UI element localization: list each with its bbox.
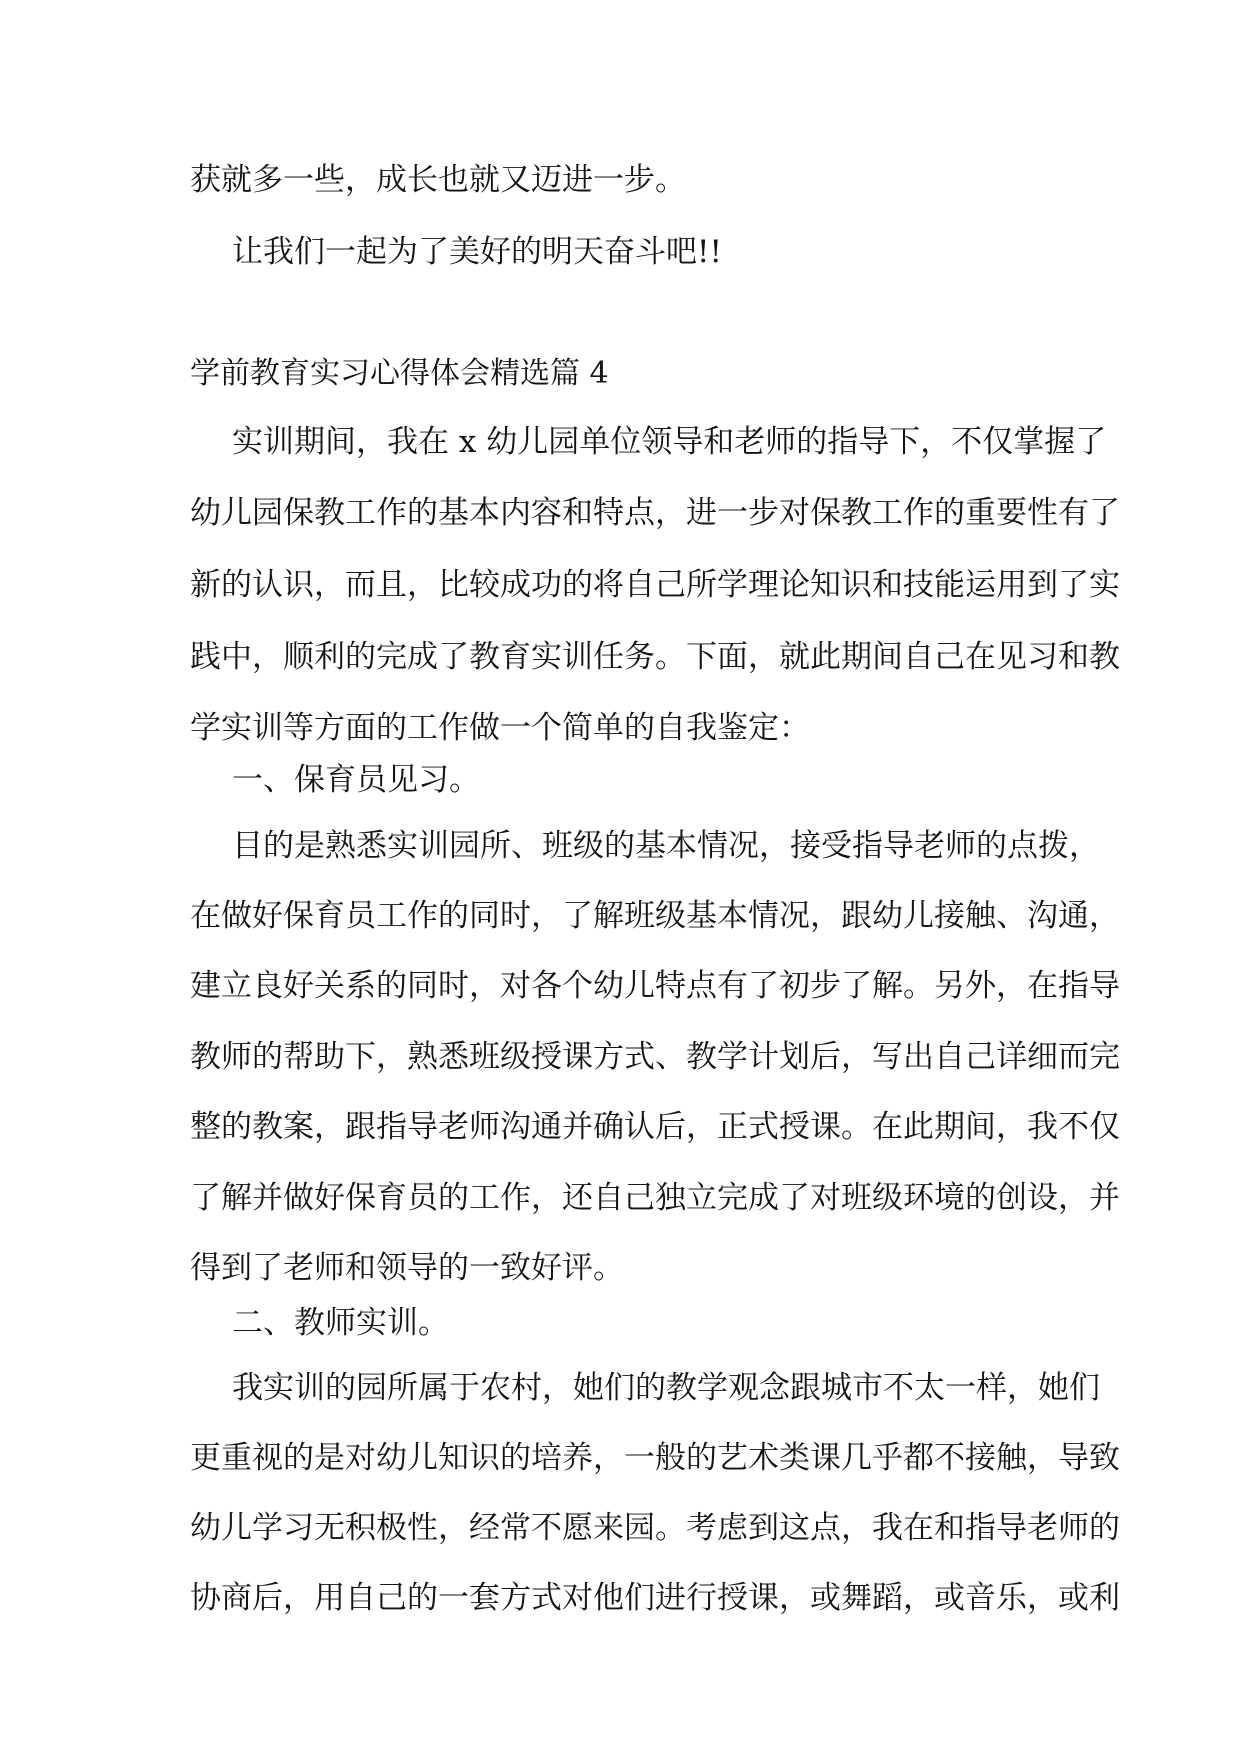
paragraph-line: 获就多一些，成长也就又迈进一步。: [190, 162, 686, 198]
paragraph-line: 践中，顺利的完成了教育实训任务。下面，就此期间自己在见习和教: [190, 639, 1120, 675]
paragraph-line: 学实训等方面的工作做一个简单的自我鉴定：: [190, 710, 810, 746]
paragraph-line: 幼儿园保教工作的基本内容和特点，进一步对保教工作的重要性有了: [190, 495, 1120, 531]
paragraph-line: 幼儿学习无积极性，经常不愿来园。考虑到这点，我在和指导老师的: [190, 1510, 1120, 1546]
paragraph-line: 我实训的园所属于农村，她们的教学观念跟城市不太一样，她们: [232, 1370, 1100, 1406]
paragraph-line: 在做好保育员工作的同时，了解班级基本情况，跟幼儿接触、沟通，: [190, 898, 1120, 934]
paragraph-line: 实训期间，我在 x 幼儿园单位领导和老师的指导下，不仅掌握了: [232, 424, 1107, 460]
paragraph-line: 目的是熟悉实训园所、班级的基本情况，接受指导老师的点拨，: [232, 828, 1100, 864]
paragraph-line: 整的教案，跟指导老师沟通并确认后，正式授课。在此期间，我不仅: [190, 1109, 1120, 1145]
section-heading: 学前教育实习心得体会精选篇 4: [190, 356, 609, 391]
paragraph-line: 更重视的是对幼儿知识的培养，一般的艺术类课几乎都不接触，导致: [190, 1440, 1120, 1476]
paragraph-line: 新的认识，而且，比较成功的将自己所学理论知识和技能运用到了实: [190, 567, 1120, 603]
paragraph-line: 了解并做好保育员的工作，还自己独立完成了对班级环境的创设，并: [190, 1180, 1120, 1216]
paragraph-line: 建立良好关系的同时，对各个幼儿特点有了初步了解。另外，在指导: [190, 968, 1120, 1004]
paragraph-line: 让我们一起为了美好的明天奋斗吧!!: [232, 234, 722, 270]
paragraph-line: 协商后，用自己的一套方式对他们进行授课，或舞蹈，或音乐，或利: [190, 1580, 1120, 1616]
paragraph-line: 得到了老师和领导的一致好评。: [190, 1250, 624, 1286]
subsection-heading: 一、保育员见习。: [232, 762, 480, 798]
subsection-heading: 二、教师实训。: [232, 1305, 449, 1341]
paragraph-line: 教师的帮助下，熟悉班级授课方式、教学计划后，写出自己详细而完: [190, 1039, 1120, 1075]
